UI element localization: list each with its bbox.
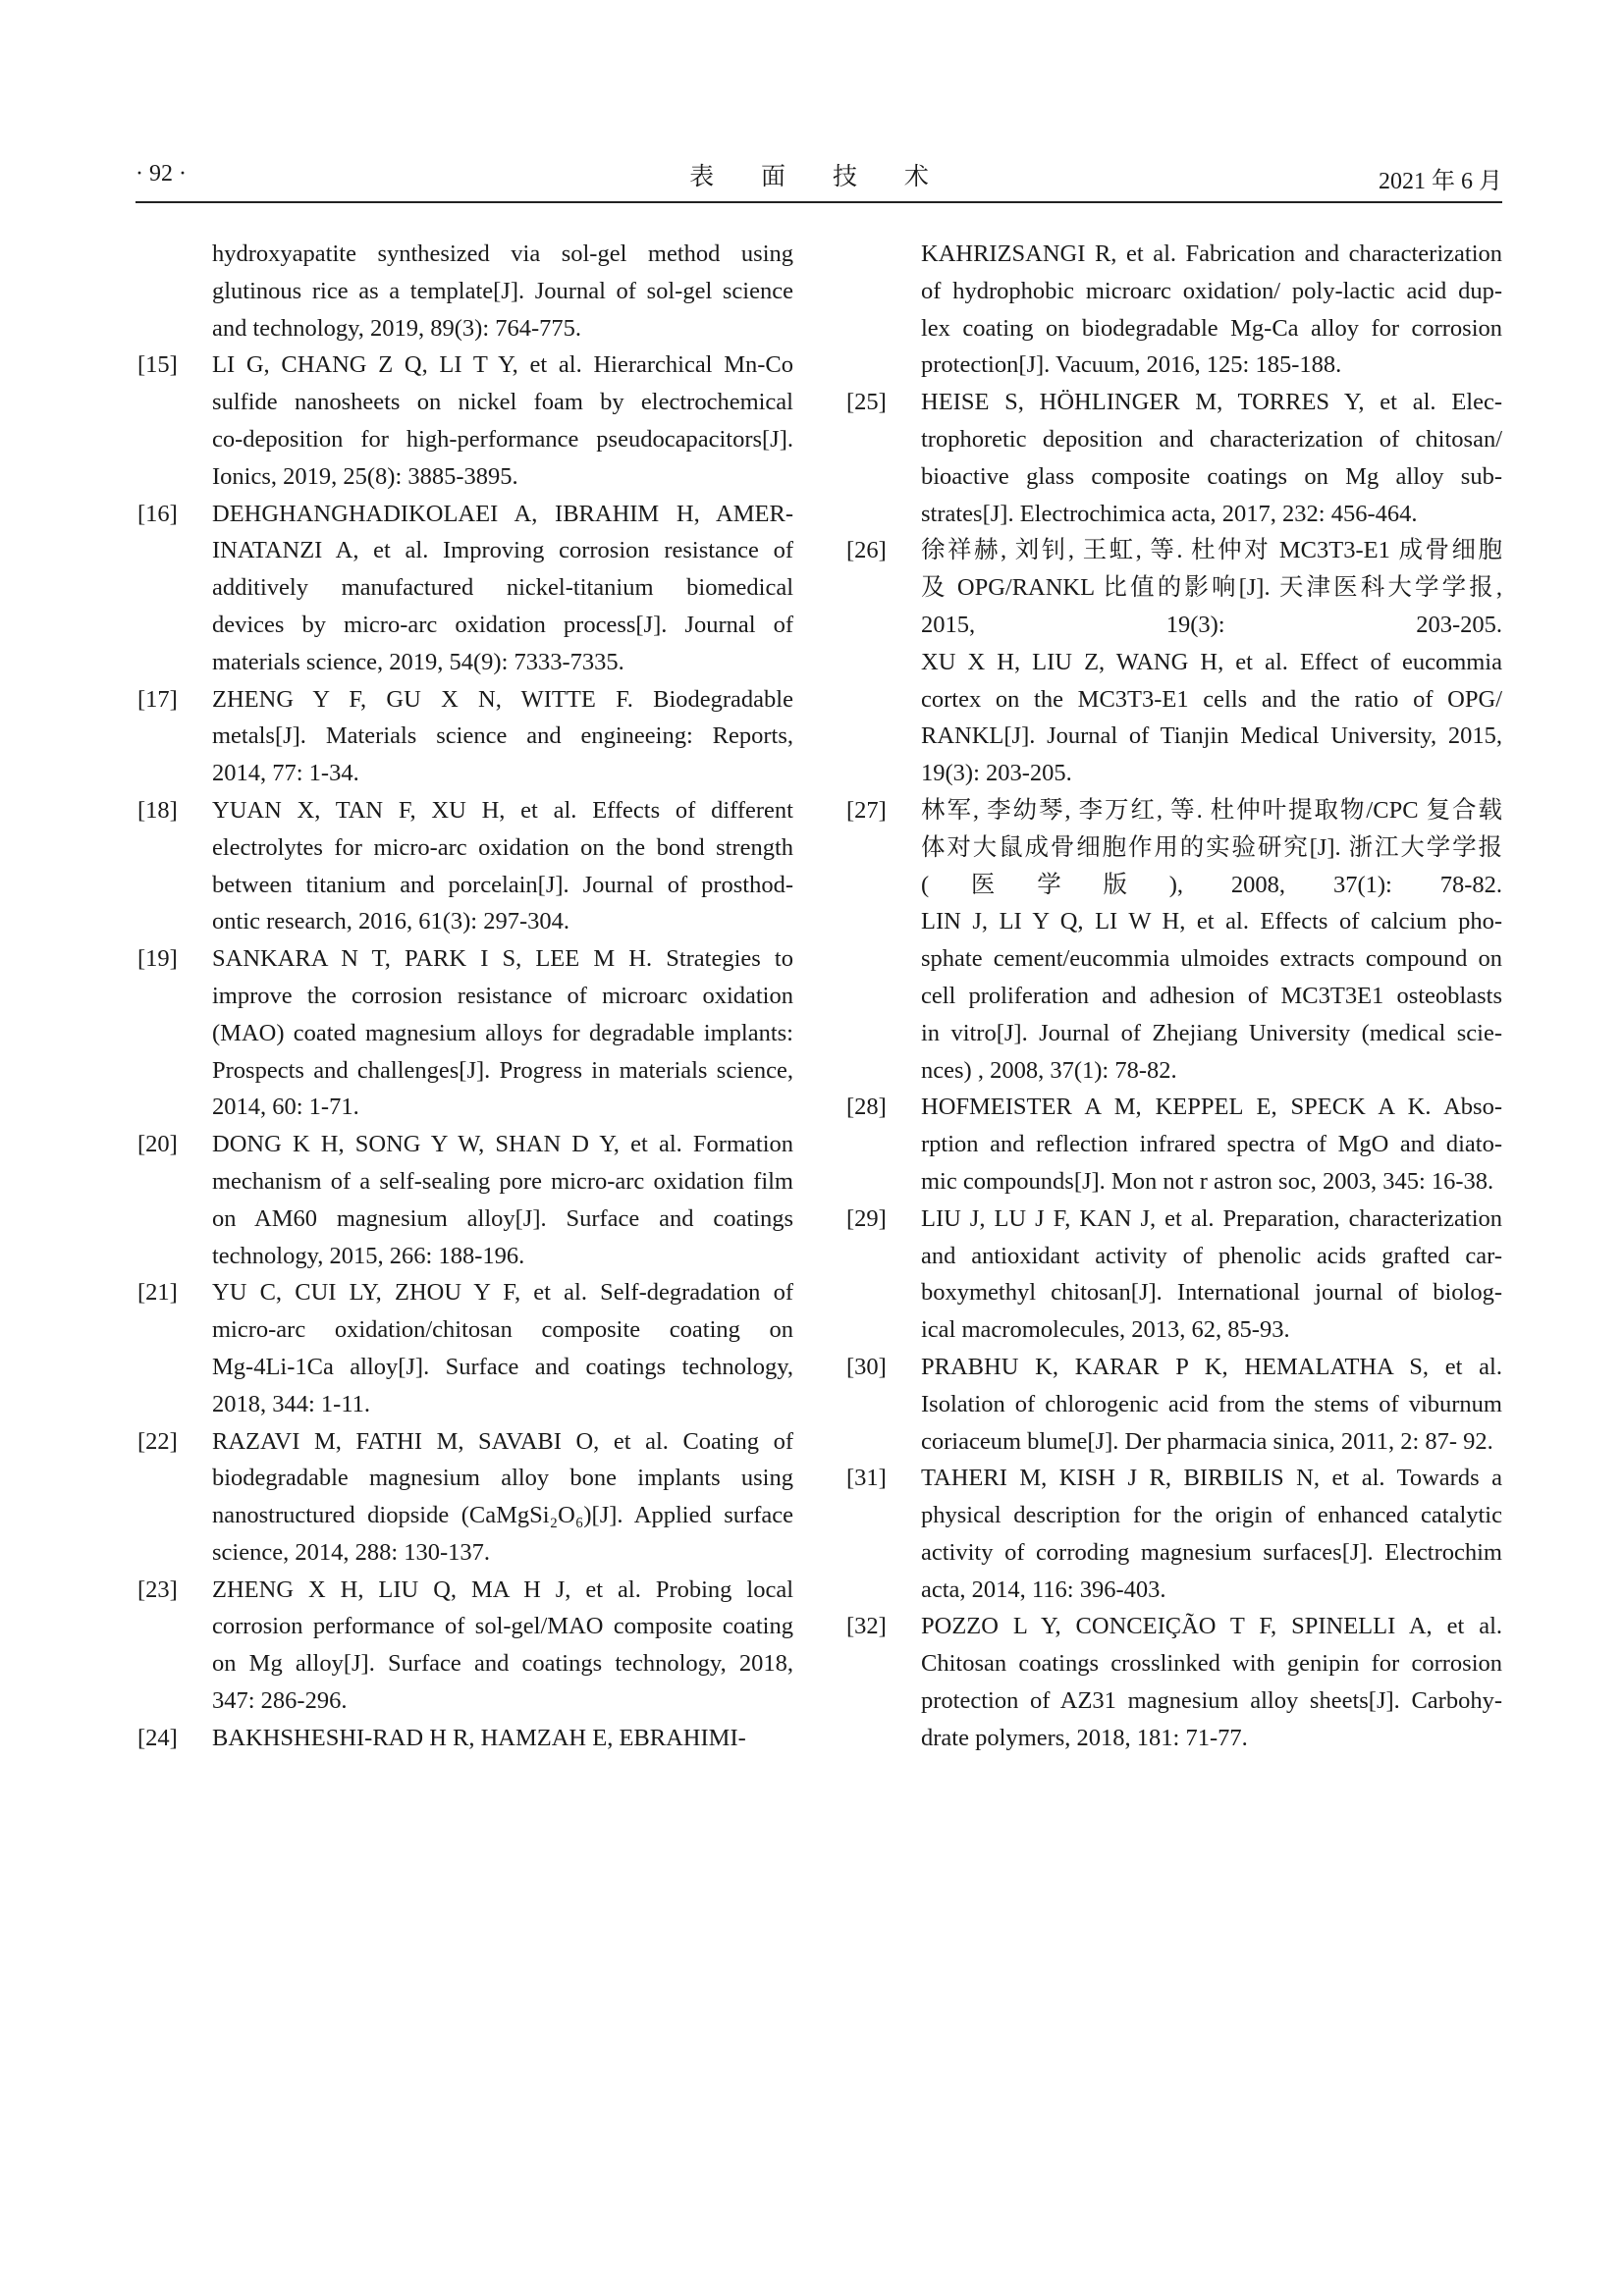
- reference-item: [137, 681, 793, 792]
- reference-line: devices by micro-arc oxidation process[J]. Journal of: [212, 611, 793, 638]
- reference-text: [212, 792, 793, 940]
- reference-text: [921, 792, 1502, 1089]
- page-number: · 92 ·: [135, 161, 187, 187]
- reference-line: BAKHSHESHI-RAD H R, HAMZAH E, EBRAHIMI-: [212, 1724, 746, 1751]
- reference-line: mic compounds[J]. Mon not r astron soc, 2003, 345: 16-38.: [921, 1167, 1494, 1195]
- reference-line: 体对大鼠成骨细胞作用的实验研究[J]. 浙江大学学报: [921, 833, 1502, 861]
- reference-line: 2014, 60: 1-71.: [212, 1094, 359, 1121]
- reference-line: acta, 2014, 116: 396-403.: [921, 1575, 1166, 1603]
- reference-text: [921, 1460, 1502, 1608]
- reference-item: [137, 1423, 793, 1572]
- reference-number: [19]: [137, 945, 178, 973]
- reference-item: [137, 347, 793, 495]
- reference-text: [921, 1349, 1502, 1460]
- reference-line: mechanism of a self-sealing pore micro-arc oxidation film: [212, 1167, 793, 1195]
- reference-line: LI G, CHANG Z Q, LI T Y, et al. Hierarchical Mn-Co: [212, 351, 793, 379]
- reference-line: Chitosan coatings crosslinked with genipin for corrosion: [921, 1650, 1502, 1678]
- reference-text: [921, 1089, 1502, 1200]
- reference-line: ZHENG Y F, GU X N, WITTE F. Biodegradable: [212, 685, 793, 713]
- reference-number: [16]: [137, 500, 178, 527]
- reference-line: micro-arc oxidation/chitosan composite coating on: [212, 1316, 793, 1344]
- reference-line: drate polymers, 2018, 181: 71-77.: [921, 1724, 1248, 1751]
- reference-number: [30]: [846, 1353, 887, 1380]
- reference-line: INATANZI A, et al. Improving corrosion resistance of: [212, 537, 793, 564]
- reference-line: metals[J]. Materials science and engineeing: Reports,: [212, 722, 793, 750]
- reference-line: rption and reflection infrared spectra of MgO and diato-: [921, 1131, 1502, 1158]
- reference-line: cortex on the MC3T3-E1 cells and the ratio of OPG/: [921, 685, 1502, 713]
- reference-item: [137, 1126, 793, 1274]
- reference-line: 徐祥赫, 刘钊, 王虹, 等. 杜仲对 MC3T3-E1 成骨细胞: [921, 537, 1502, 564]
- reference-number: [24]: [137, 1724, 178, 1751]
- reference-item: [137, 792, 793, 940]
- reference-number: [17]: [137, 685, 178, 713]
- reference-number: [28]: [846, 1094, 887, 1121]
- reference-line: XU X H, LIU Z, WANG H, et al. Effect of eucommia: [921, 648, 1502, 675]
- reference-text: [921, 1608, 1502, 1756]
- reference-line: technology, 2015, 266: 188-196.: [212, 1242, 525, 1269]
- reference-text: [212, 1423, 793, 1572]
- reference-line: 2018, 344: 1-11.: [212, 1390, 371, 1417]
- reference-line: ZHENG X H, LIU Q, MA H J, et al. Probing local: [212, 1575, 793, 1603]
- reference-number: [31]: [846, 1465, 887, 1492]
- reference-line: protection[J]. Vacuum, 2016, 125: 185-188.: [921, 351, 1342, 379]
- reference-line: RANKL[J]. Journal of Tianjin Medical University, 2015,: [921, 722, 1502, 750]
- reference-line: (医学版), 2008, 37(1): 78-82.: [921, 871, 1502, 898]
- reference-line: SANKARA N T, PARK I S, LEE M H. Strategies to: [212, 945, 793, 973]
- reference-line: trophoretic deposition and characterization of chitosan/: [921, 425, 1502, 453]
- reference-line: 2014, 77: 1-34.: [212, 760, 359, 787]
- reference-line: corrosion performance of sol-gel/MAO composite coating: [212, 1613, 793, 1640]
- reference-line: ontic research, 2016, 61(3): 297-304.: [212, 908, 569, 935]
- reference-item: [846, 792, 1502, 1089]
- reference-line: 林军, 李幼琴, 李万红, 等. 杜仲叶提取物/CPC 复合载: [921, 796, 1502, 824]
- reference-number: [23]: [137, 1575, 178, 1603]
- reference-text: [212, 1572, 793, 1720]
- reference-line: 19(3): 203-205.: [921, 760, 1072, 787]
- reference-continuation: [846, 236, 1502, 384]
- reference-line: KAHRIZSANGI R, et al. Fabrication and characterization: [921, 240, 1502, 267]
- reference-line: nces) , 2008, 37(1): 78-82.: [921, 1056, 1177, 1084]
- reference-line: Isolation of chlorogenic acid from the stems of viburnum: [921, 1390, 1502, 1417]
- reference-line: TAHERI M, KISH J R, BIRBILIS N, et al. Towards a: [921, 1465, 1502, 1492]
- reference-number: [29]: [846, 1204, 887, 1232]
- reference-line: on AM60 magnesium alloy[J]. Surface and coatings: [212, 1204, 793, 1232]
- reference-line: PRABHU K, KARAR P K, HEMALATHA S, et al.: [921, 1353, 1502, 1380]
- reference-number: [20]: [137, 1131, 178, 1158]
- reference-line: 347: 286-296.: [212, 1687, 348, 1715]
- reference-continuation: [137, 236, 793, 347]
- reference-line: Mg-4Li-1Ca alloy[J]. Surface and coatings technology,: [212, 1353, 793, 1380]
- reference-line: YUAN X, TAN F, XU H, et al. Effects of different: [212, 796, 793, 824]
- reference-line: HEISE S, HÖHLINGER M, TORRES Y, et al. Elec-: [921, 389, 1502, 416]
- reference-line: YU C, CUI LY, ZHOU Y F, et al. Self-degradation of: [212, 1279, 793, 1307]
- reference-line: on Mg alloy[J]. Surface and coatings technology, 2018,: [212, 1650, 793, 1678]
- left-column: [137, 236, 793, 1757]
- reference-number: [26]: [846, 537, 887, 564]
- reference-line: RAZAVI M, FATHI M, SAVABI O, et al. Coating of: [212, 1427, 793, 1455]
- reference-line: HOFMEISTER A M, KEPPEL E, SPECK A K. Abso-: [921, 1094, 1502, 1121]
- reference-line: bioactive glass composite coatings on Mg alloy sub-: [921, 462, 1502, 490]
- reference-number: [27]: [846, 796, 887, 824]
- reference-item: [846, 1089, 1502, 1200]
- header-rule: [135, 201, 1502, 203]
- reference-text: [212, 1126, 793, 1274]
- reference-line: (MAO) coated magnesium alloys for degradable implants:: [212, 1019, 793, 1046]
- reference-line: protection of AZ31 magnesium alloy sheets[J]. Carbohy-: [921, 1687, 1502, 1715]
- reference-line: and antioxidant activity of phenolic acids grafted car-: [921, 1242, 1502, 1269]
- reference-text: [921, 1201, 1502, 1349]
- reference-line: additively manufactured nickel-titanium biomedical: [212, 574, 793, 602]
- reference-line: biodegradable magnesium alloy bone implants using: [212, 1465, 793, 1492]
- journal-title: 表 面 技 术: [689, 162, 948, 190]
- reference-line: co-deposition for high-performance pseudocapacitors[J].: [212, 425, 793, 453]
- reference-line: sulfide nanosheets on nickel foam by electrochemical: [212, 389, 793, 416]
- reference-line: LIU J, LU J F, KAN J, et al. Preparation, characterization: [921, 1204, 1502, 1232]
- right-column: [846, 236, 1502, 1757]
- reference-text: [212, 940, 793, 1126]
- reference-number: [21]: [137, 1279, 178, 1307]
- reference-line: DEHGHANGHADIKOLAEI A, IBRAHIM H, AMER-: [212, 500, 793, 527]
- reference-line: materials science, 2019, 54(9): 7333-7335.: [212, 648, 624, 675]
- reference-item: [846, 1608, 1502, 1756]
- reference-item: [137, 496, 793, 681]
- reference-item: [846, 384, 1502, 532]
- running-header: [135, 157, 1502, 196]
- reference-line: electrolytes for micro-arc oxidation on the bond strength: [212, 833, 793, 861]
- issue-date: 2021 年 6 月: [1379, 169, 1502, 194]
- reference-line: coriaceum blume[J]. Der pharmacia sinica, 2011, 2: 87- 92.: [921, 1427, 1493, 1455]
- reference-line: boxymethyl chitosan[J]. International journal of biolog-: [921, 1279, 1502, 1307]
- reference-text: [921, 532, 1502, 792]
- reference-text: [212, 1274, 793, 1422]
- reference-item: [137, 1720, 793, 1757]
- reference-line: 及 OPG/RANKL 比值的影响[J]. 天津医科大学学报,: [921, 574, 1502, 602]
- reference-line: Ionics, 2019, 25(8): 3885-3895.: [212, 462, 518, 490]
- reference-number: [32]: [846, 1613, 887, 1640]
- reference-item: [846, 1349, 1502, 1460]
- reference-line: science, 2014, 288: 130-137.: [212, 1538, 491, 1566]
- reference-item: [846, 1201, 1502, 1349]
- reference-line: improve the corrosion resistance of microarc oxidation: [212, 982, 793, 1009]
- reference-text: [212, 496, 793, 681]
- reference-item: [137, 940, 793, 1126]
- reference-line: sphate cement/eucommia ulmoides extracts compound on: [921, 945, 1502, 973]
- reference-line: glutinous rice as a template[J]. Journal of sol-gel science: [212, 277, 793, 304]
- reference-line: of hydrophobic microarc oxidation/ poly-lactic acid dup-: [921, 277, 1502, 304]
- reference-line: ical macromolecules, 2013, 62, 85-93.: [921, 1316, 1290, 1344]
- reference-line: and technology, 2019, 89(3): 764-775.: [212, 314, 582, 342]
- reference-line: hydroxyapatite synthesized via sol-gel method using: [212, 240, 793, 267]
- reference-line: in vitro[J]. Journal of Zhejiang University (medical scie-: [921, 1019, 1502, 1046]
- reference-number: [18]: [137, 796, 178, 824]
- reference-text: [921, 384, 1502, 532]
- reference-line: POZZO L Y, CONCEIÇÃO T F, SPINELLI A, et al.: [921, 1613, 1502, 1640]
- reference-item: [846, 532, 1502, 792]
- reference-line: lex coating on biodegradable Mg-Ca alloy for corrosion: [921, 314, 1502, 342]
- reference-line: 2015, 19(3): 203-205.: [921, 611, 1502, 638]
- reference-number: [15]: [137, 351, 178, 379]
- reference-line: DONG K H, SONG Y W, SHAN D Y, et al. Formation: [212, 1131, 793, 1158]
- reference-number: [25]: [846, 389, 887, 416]
- reference-item: [846, 1460, 1502, 1608]
- reference-item: [137, 1572, 793, 1720]
- reference-item: [137, 1274, 793, 1422]
- reference-line: physical description for the origin of enhanced catalytic: [921, 1502, 1502, 1529]
- reference-number: [22]: [137, 1427, 178, 1455]
- reference-line: nanostructured diopside (CaMgSi₂O₆)[J]. Applied surface: [212, 1502, 793, 1529]
- reference-line: cell proliferation and adhesion of MC3T3E1 osteoblasts: [921, 982, 1502, 1009]
- reference-text: [212, 347, 793, 495]
- reference-line: LIN J, LI Y Q, LI W H, et al. Effects of calcium pho-: [921, 908, 1502, 935]
- reference-line: between titanium and porcelain[J]. Journal of prosthod-: [212, 871, 793, 898]
- reference-line: Prospects and challenges[J]. Progress in materials science,: [212, 1056, 793, 1084]
- reference-text: [212, 1720, 793, 1757]
- reference-line: activity of corroding magnesium surfaces[J]. Electrochim: [921, 1538, 1502, 1566]
- reference-line: strates[J]. Electrochimica acta, 2017, 232: 456-464.: [921, 500, 1418, 527]
- reference-text: [212, 681, 793, 792]
